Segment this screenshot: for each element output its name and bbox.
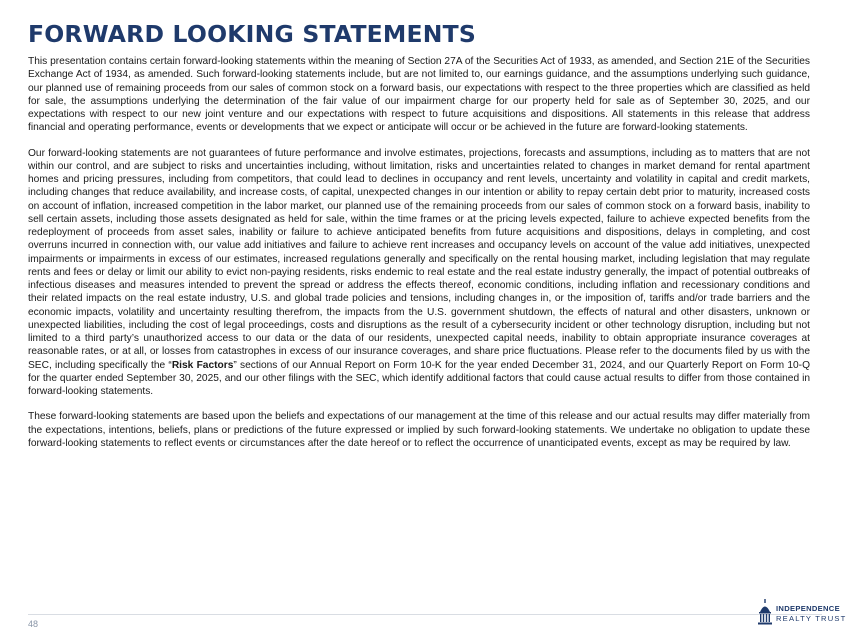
page-title: FORWARD LOOKING STATEMENTS: [28, 20, 476, 48]
paragraph-beliefs: These forward-looking statements are based upon the beliefs and expectations of our management at the time of this release and our actual results may differ materially from the expectations, intentions, beliefs, plans or predictions of the future expressed or implied by such forward-looking statements. We undertake no obligation to update these forward-looking statements to reflect events or circumstances after the date hereof or to reflect the occurrence of unanticipated events, except as may be required by law.: [28, 411, 810, 449]
paragraph-scope: This presentation contains certain forward-looking statements within the meaning of Section 27A of the Securities Act of 1933, as amended, and Section 21E of the Securities Exchange Act of 1934, as amended. Such forward-looking statements include, but are not limited to, our earnings guidance, and the assumptions underlying such guidance, our planned use of remaining proceeds from our sales of common stock on a forward basis, our expectations with respect to the three properties which are classified as held for sale, the assumptions underlying the determination of the fair value of our impairment charge for our property held for sale as of September 30, 2025, and our expectations with respect to our new joint venture and our expectations with respect to future acquisitions and dispositions. All statements in this release that address financial and operating performance, events or developments that we expect or anticipate will occur or be achieved in the future are forward-looking statements.: [28, 56, 810, 134]
footer-divider: [28, 614, 822, 615]
risk-factors-emphasis: Risk Factors: [171, 359, 234, 371]
logo-wordmark-line1: INDEPENDENCE: [776, 604, 840, 613]
logo-wordmark-line2: REALTY TRUST: [776, 614, 847, 623]
page-number: 48: [28, 619, 39, 629]
capitol-dome-icon: [757, 599, 773, 627]
company-logo: [757, 595, 847, 631]
paragraph-risks: [28, 147, 810, 399]
paragraph-risks-text-1: Our forward-looking statements are not guarantees of future performance and involve estimates, projections, forecasts and assumptions, including as to matters that are not within our control, and are subject to risks and uncertainties including, without limitation, risks and uncertainties related to changes in market demand for rental apartment homes and pricing pressures, including from competitors, that could lead to declines in occupancy and rent levels, uncertainty and volatility in capital and credit markets, including changes that reduce availability, and increase costs, of capital, unexpected changes in our intention or ability to repay certain debt prior to maturity, increased costs on account of inflation, increased competition in the labor market, our planned use of the remaining proceeds from our sales of common stock on a forward basis, inability to sell certain assets, including those assets designated as held for sale, within the time frames or at the pricing levels expected, failure to achieve expected benefits from the redeployment of proceeds from asset sales, inability or failure to achieve anticipated benefits from future acquisitions and dispositions, delays in completing, and cost overruns incurred in connection with, our value add initiatives and failure to achieve rent increases and occupancy levels on account of the value add initiatives, unexpected impairments or impairments in excess of our estimates, increased regulations generally and specifically on the rental housing market, including legislation that may regulate rents and fees or delay or limit our ability to evict non-paying residents, risks endemic to real estate and the real estate industry generally, the impact of potential outbreaks of infectious diseases and measures intended to prevent the spread or address the effects thereof, economic conditions, including inflation and recessionary conditions and their related impacts on the real estate industry, U.S. and global trade policies and tensions, including changes in, or the imposition of, tariffs and/or trade barriers and the economic impacts, volatility and uncertainty resulting therefrom, the impacts from the U.S. government shutdown, the effects of natural and other disasters, unknown or unexpected liabilities, including the cost of legal proceedings, costs and disruptions as the result of a cybersecurity incident or other technology disruption, including but not limited to a third party’s unauthorized access to our data or the data of our residents, unexpected capital needs, inability to obtain appropriate insurance coverages at reasonable rates, or at all, or losses from catastrophes in excess of our insurance coverages, and share price fluctuations. Please refer to the documents filed by us with the SEC, including specifically the “: [28, 147, 810, 371]
paragraph-risks-text-2: ” sections of our Annual Report on Form 10-K for the year ended December 31, 2024, and our Quarterly Report on Form 10-Q for the quarter ended September 30, 2025, and our other filings with the SEC, which identify additional factors that could cause actual results to differ from those contained in forward-looking statements.: [28, 359, 811, 397]
statement-body: [28, 55, 810, 462]
